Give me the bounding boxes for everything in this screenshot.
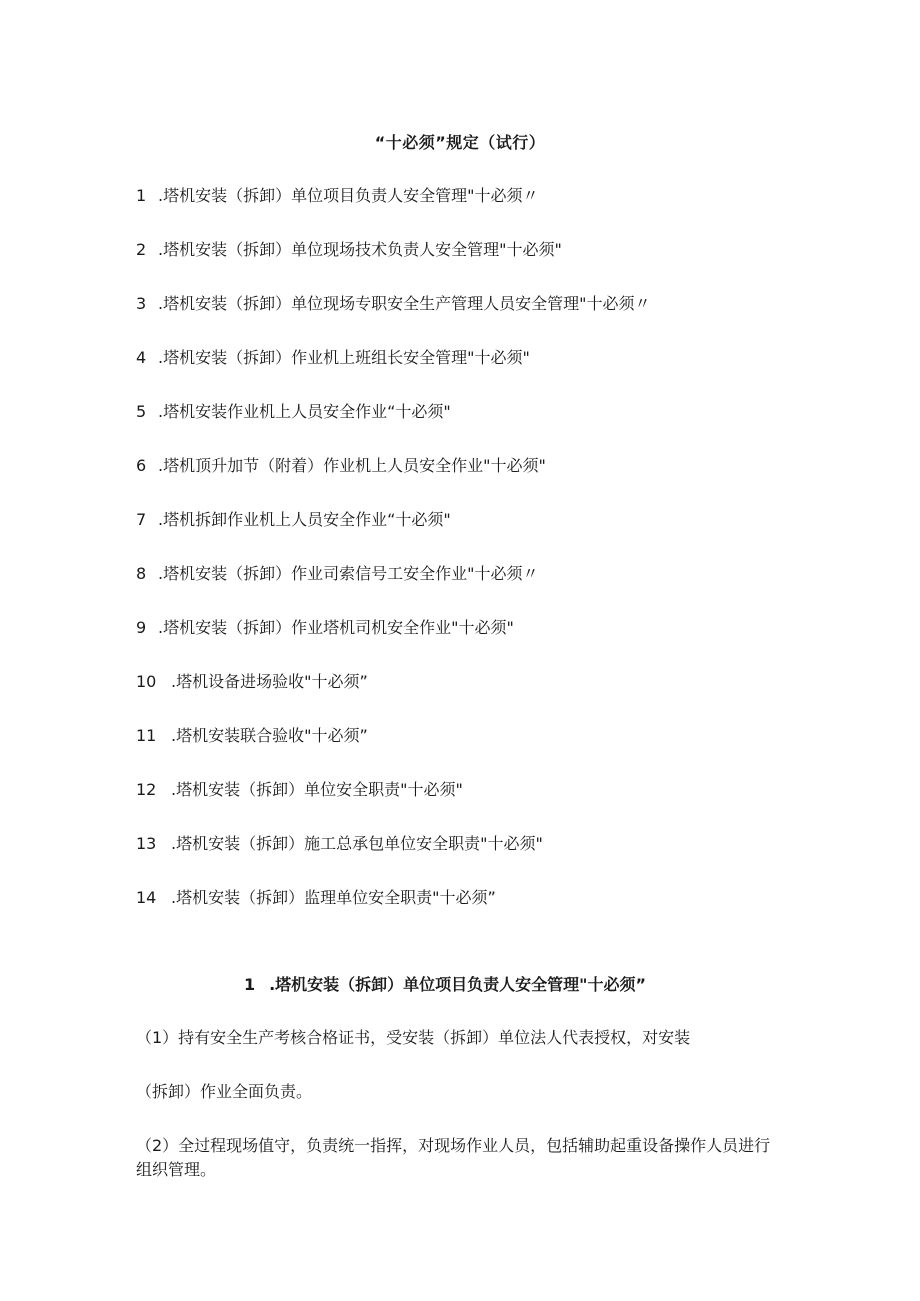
toc-item-text: .塔机设备进场验收"十必须”	[171, 672, 368, 691]
toc-item-number: 6	[136, 456, 147, 475]
toc-item	[136, 508, 650, 562]
toc-item	[136, 778, 650, 832]
toc-item-text: .塔机顶升加节（附着）作业机上人员安全作业"十必须"	[158, 456, 546, 475]
toc-item	[136, 562, 650, 616]
paragraph-1-line-1: （1）持有安全生产考核合格证书，受安装（拆卸）单位法人代表授权，对安装	[136, 1028, 691, 1047]
toc-item-text: .塔机安装（拆卸）单位现场专职安全生产管理人员安全管理"十必须〃	[158, 294, 651, 313]
toc-item-number: 5	[136, 402, 147, 421]
toc-item	[136, 724, 650, 778]
toc-item-number: 7	[136, 510, 147, 529]
toc-item-number: 14	[136, 888, 157, 907]
toc-item-number: 9	[136, 618, 147, 637]
toc-item-text: .塔机安装（拆卸）单位安全职责"十必须"	[171, 780, 463, 799]
toc-item	[136, 670, 650, 724]
toc-item-text: .塔机安装（拆卸）作业司索信号工安全作业"十必须〃	[158, 564, 539, 583]
toc-item-number: 2	[136, 240, 147, 259]
toc-item	[136, 292, 650, 346]
toc-item-text: .塔机安装（拆卸）施工总承包单位安全职责"十必须"	[171, 834, 543, 853]
toc-item	[136, 400, 650, 454]
toc-item	[136, 184, 650, 238]
toc-item	[136, 616, 650, 670]
toc-item-text: .塔机安装（拆卸）单位项目负责人安全管理"十必须〃	[158, 186, 539, 205]
toc-item-number: 12	[136, 780, 157, 799]
toc-item	[136, 886, 650, 940]
toc-item-text: .塔机安装联合验收"十必须”	[171, 726, 368, 745]
toc-item-number: 4	[136, 348, 147, 367]
toc-item-number: 8	[136, 564, 147, 583]
section-heading	[0, 972, 920, 995]
paragraph-2: （2）全过程现场值守，负责统一指挥，对现场作业人员，包括辅助起重设备操作人员进行组织管理。	[136, 1136, 771, 1179]
toc-item-text: .塔机安装（拆卸）单位现场技术负责人安全管理"十必须"	[158, 240, 562, 259]
paragraph-1-line-2: （拆卸）作业全面负责。	[136, 1082, 313, 1101]
toc-item-number: 11	[136, 726, 157, 745]
toc-item-text: .塔机安装作业机上人员安全作业“十必须"	[158, 402, 451, 421]
toc-item-number: 10	[136, 672, 157, 691]
section-number: 1	[243, 975, 256, 994]
toc-item	[136, 832, 650, 886]
section-heading-text: .塔机安装（拆卸）单位项目负责人安全管理"十必须”	[269, 975, 647, 994]
toc-item	[136, 346, 650, 400]
toc-item-text: .塔机安装（拆卸）作业机上班组长安全管理"十必须"	[158, 348, 530, 367]
toc-item-text: .塔机安装（拆卸）监理单位安全职责"十必须”	[171, 888, 496, 907]
toc-item-text: .塔机拆卸作业机上人员安全作业“十必须"	[158, 510, 451, 529]
toc-item-number: 1	[136, 186, 147, 205]
toc-item-text: .塔机安装（拆卸）作业塔机司机安全作业"十必须"	[158, 618, 514, 637]
document-title: “十必须”规定（试行）	[374, 133, 546, 152]
toc-item-number: 3	[136, 294, 147, 313]
toc-item-number: 13	[136, 834, 157, 853]
toc-item	[136, 238, 650, 292]
table-of-contents	[136, 184, 650, 940]
toc-item	[136, 454, 650, 508]
